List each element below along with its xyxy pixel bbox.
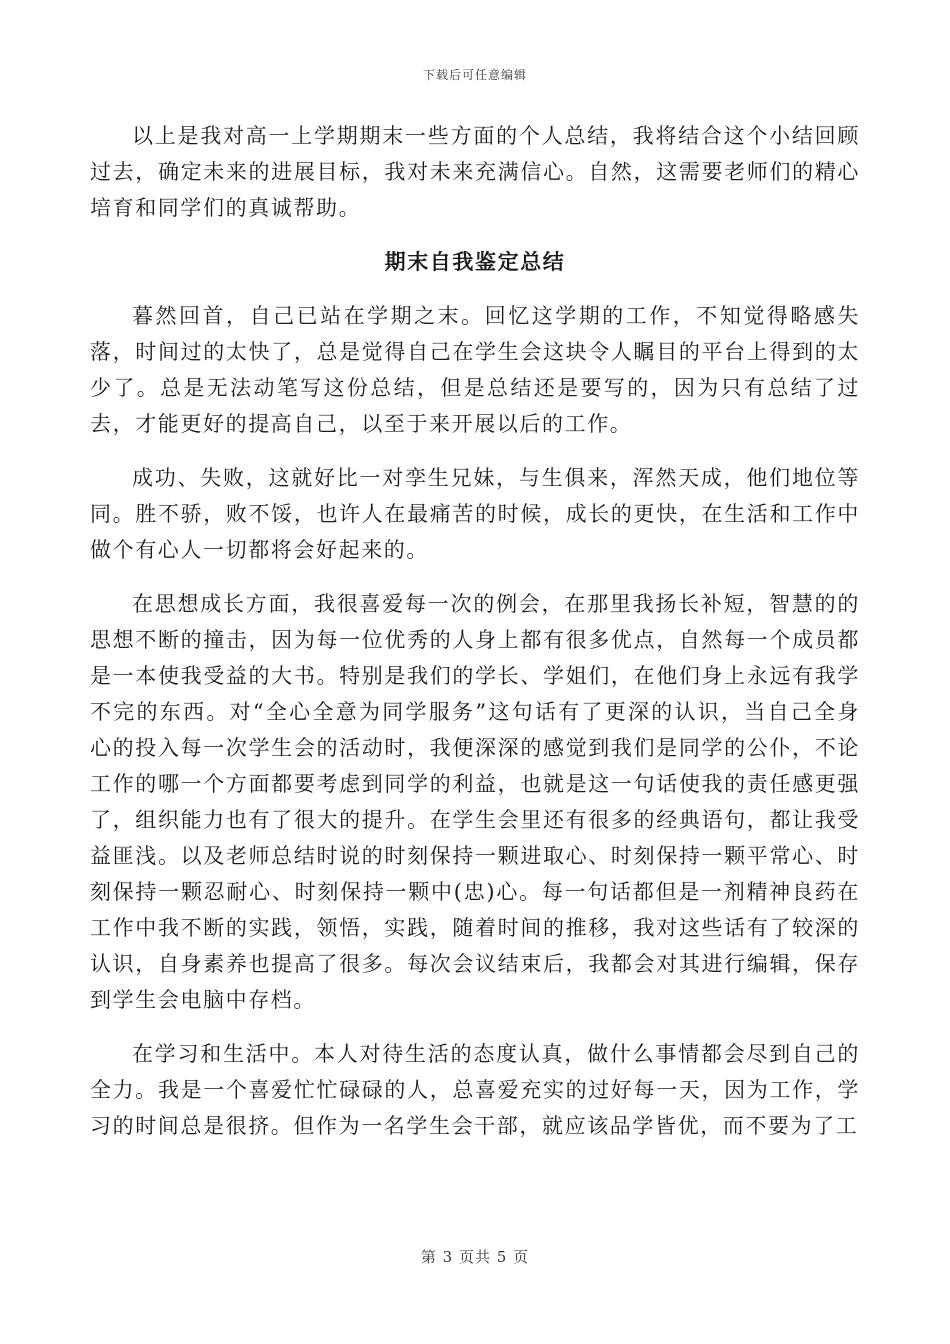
document-body [90,118,860,1144]
body-paragraph-3: 在思想成长方面，我很喜爱每一次的例会，在那里我扬长补短，智慧的的思想不断的撞击，因为每一位优秀的人身上都有很多优点，自然每一个成员都是一本使我受益的大书。特别是我们的学长、学姐们，在他们身上永远有我学不完的东西。对“全心全意为同学服务”这句话有了更深的认识，当自己全身心的投入每一次学生会的活动时，我便深深的感觉到我们是同学的公仆，不论工作的哪一个方面都要考虑到同学的利益，也就是这一句话使我的责任感更强了，组织能力也有了很大的提升。在学生会里还有很多的经典语句，都让我受益匪浅。以及老师总结时说的时刻保持一颗进取心、时刻保持一颗平常心、时刻保持一颗忍耐心、时刻保持一颗中(忠)心。每一句话都但是一剂精神良药在工作中我不断的实践，领悟，实践，随着时间的推移，我对这些话有了较深的认识，自身素养也提高了很多。每次会议结束后，我都会对其进行编辑，保存到学生会电脑中存档。 [90,592,860,1012]
intro-paragraph: 以上是我对高一上学期期末一些方面的个人总结，我将结合这个小结回顾过去，确定未来的进展目标，我对未来充满信心。自然，这需要老师们的精心培育和同学们的真诚帮助。 [90,124,860,220]
body-paragraph-1: 暮然回首，自己已站在学期之末。回忆这学期的工作，不知觉得略感失落，时间过的太快了，总是觉得自己在学生会这块令人瞩目的平台上得到的太少了。总是无法动笔写这份总结，但是总结还是要写的，因为只有总结了过去，才能更好的提高自己，以至于来开展以后的工作。 [90,304,860,436]
section-title: 期末自我鉴定总结 [384,249,566,274]
body-paragraph-2: 成功、失败，这就好比一对孪生兄妹，与生俱来，浑然天成，他们地位等同。胜不骄，败不馁，也许人在最痛苦的时候，成长的更快，在生活和工作中做个有心人一切都将会好起来的。 [90,466,860,562]
page-number-footer: 第 3 页共 5 页 [420,1248,530,1266]
body-paragraph-4: 在学习和生活中。本人对待生活的态度认真，做什么事情都会尽到自己的全力。我是一个喜爱忙忙碌碌的人，总喜爱充实的过好每一天，因为工作，学习的时间总是很挤。但作为一名学生会干部，就应该品学皆优，而不要为了工 [90,1042,860,1138]
page-header: 下载后可任意编辑 [422,68,527,82]
